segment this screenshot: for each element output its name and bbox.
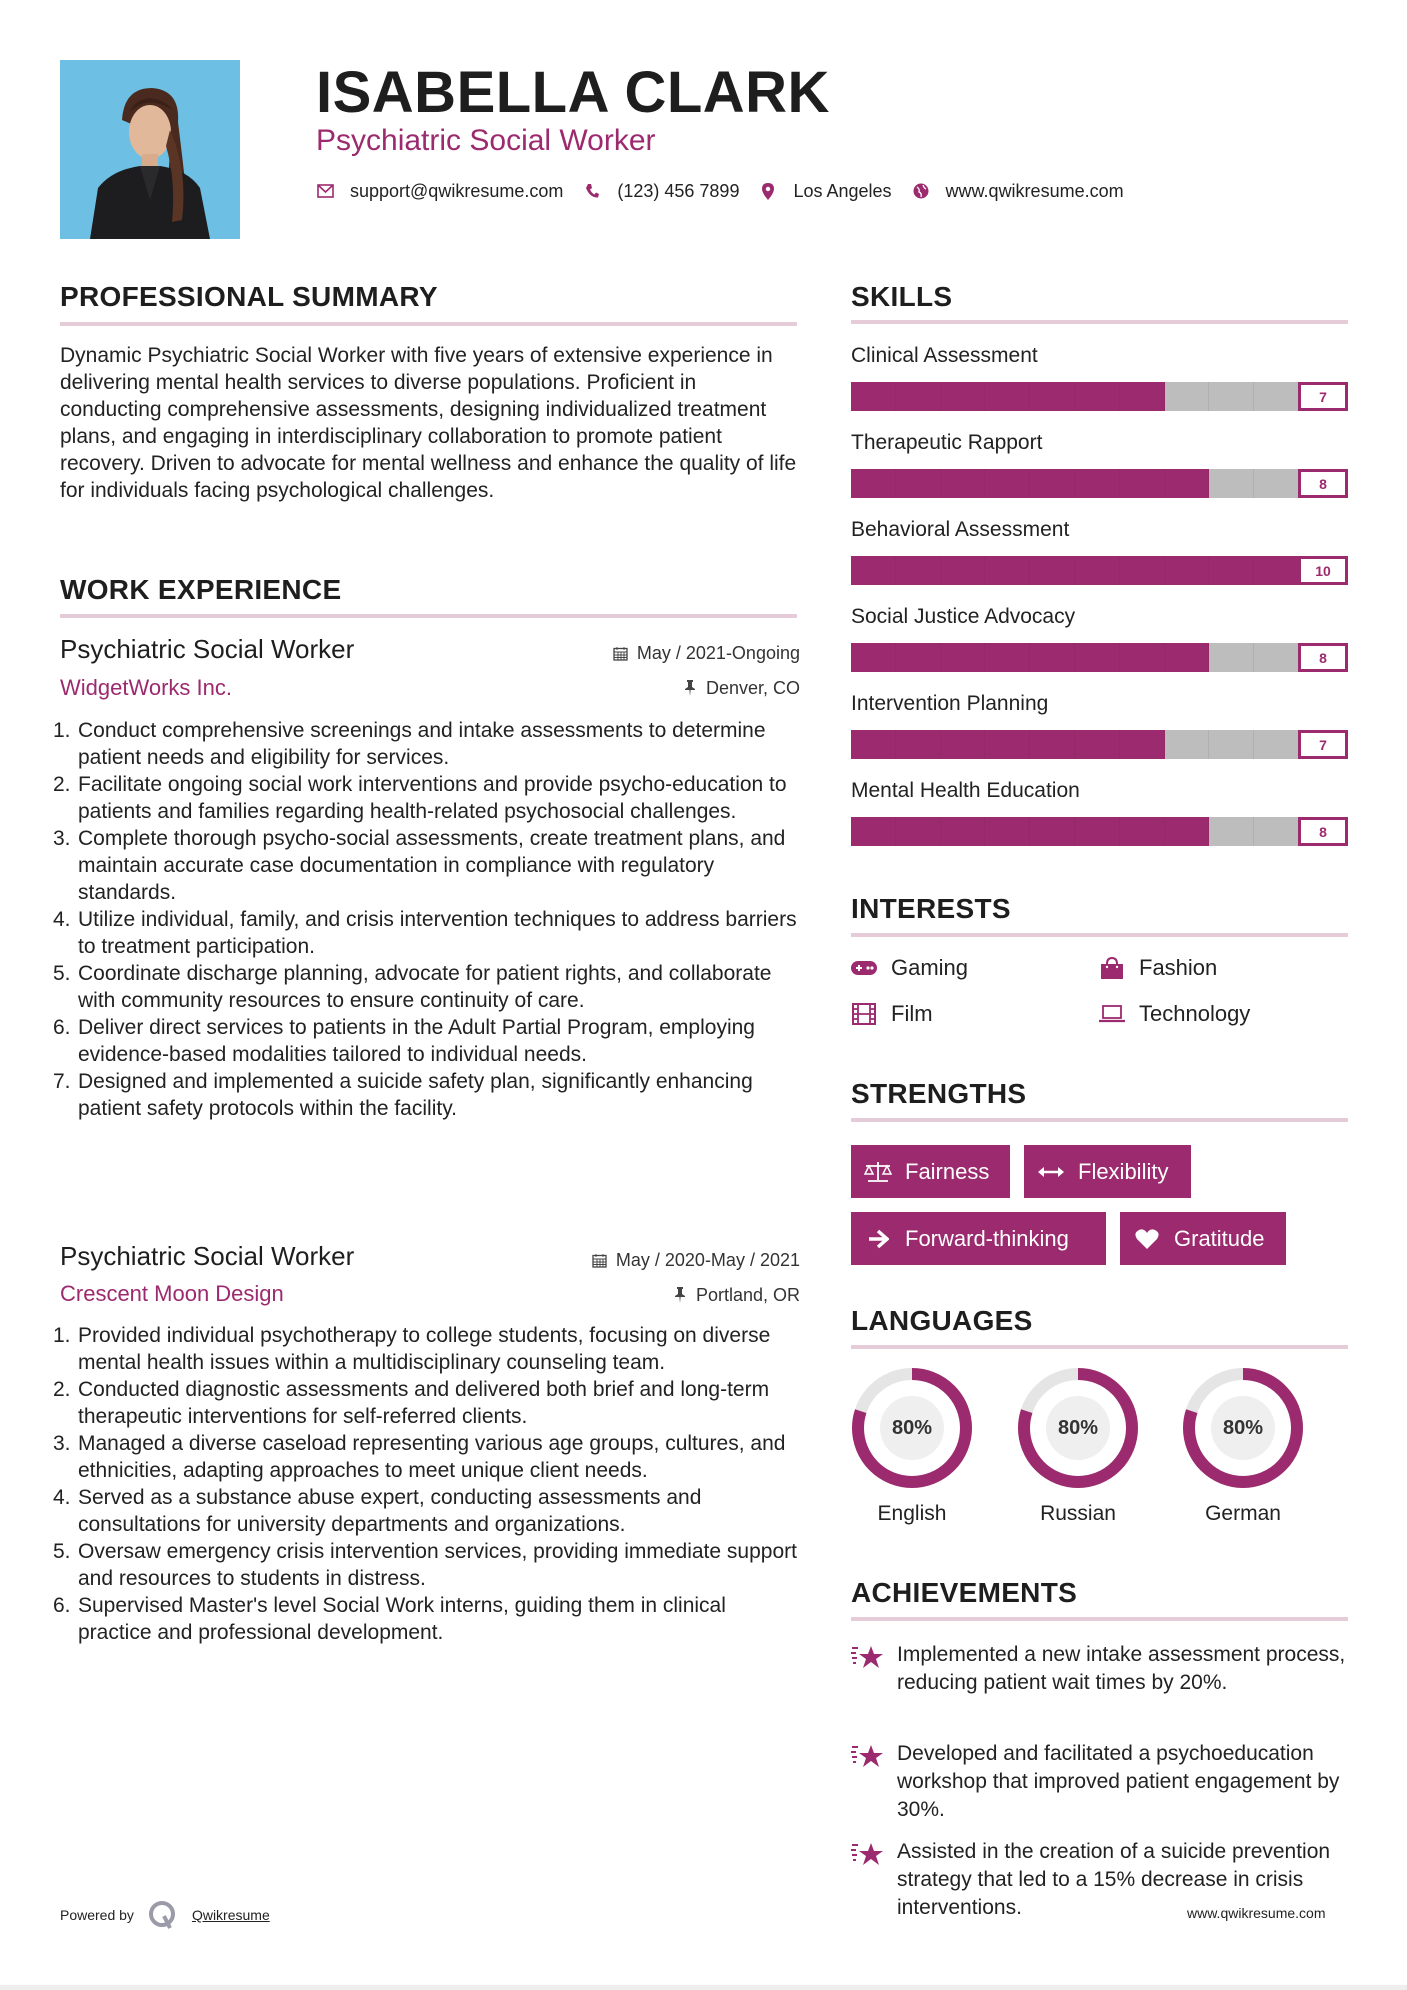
language-item bbox=[850, 1366, 974, 1525]
interests-divider bbox=[851, 933, 1348, 937]
skill-value: 10 bbox=[1298, 556, 1348, 585]
interest-item bbox=[1099, 955, 1217, 981]
pushpin-icon bbox=[682, 680, 698, 696]
language-percent: 80% bbox=[891, 1416, 933, 1439]
achievement-text: Developed and facilitated a psychoeducation workshop that improved patient engagement by 30%. bbox=[897, 1742, 1340, 1821]
list-item: 2. Conducted diagnostic assessments and delivered both brief and long-term therapeutic interventions for self-referred clients. bbox=[53, 1378, 770, 1428]
list-item: 2. Facilitate ongoing social work interventions and provide psycho-education to patients and families regarding health-related psychosocial challenges. bbox=[53, 773, 787, 823]
job-responsibilities bbox=[53, 1322, 800, 1646]
skill-label: Mental Health Education bbox=[851, 779, 1080, 802]
skill-bar bbox=[851, 556, 1298, 585]
summary-heading: PROFESSIONAL SUMMARY bbox=[60, 281, 438, 312]
strength-label: Gratitude bbox=[1174, 1225, 1265, 1251]
interest-label: Gaming bbox=[891, 955, 969, 980]
calendar-icon bbox=[613, 645, 629, 661]
job-location-text: Denver, CO bbox=[705, 678, 800, 698]
skill-label: Therapeutic Rapport bbox=[851, 431, 1043, 454]
job-responsibilities bbox=[53, 717, 800, 1122]
achievements-heading: ACHIEVEMENTS bbox=[851, 1577, 1078, 1608]
skill-value: 8 bbox=[1298, 817, 1348, 846]
strength-label: Forward-thinking bbox=[905, 1225, 1069, 1251]
strength-badge bbox=[1120, 1212, 1286, 1265]
skill-value: 7 bbox=[1298, 730, 1348, 759]
strength-badge bbox=[851, 1145, 1010, 1198]
list-item: 1. Provided individual psychotherapy to college students, focusing on diverse mental health issues within a multidisciplinary counseling team. bbox=[53, 1324, 771, 1374]
envelope-icon bbox=[316, 182, 334, 200]
languages-divider bbox=[851, 1345, 1348, 1349]
shooting-star-icon bbox=[851, 1840, 885, 1870]
map-marker-icon bbox=[759, 182, 777, 200]
job-location bbox=[672, 1283, 800, 1307]
skill-bar bbox=[851, 817, 1298, 846]
interest-item bbox=[851, 955, 968, 981]
languages-heading: LANGUAGES bbox=[851, 1305, 1033, 1336]
job-dates bbox=[592, 1248, 800, 1272]
skill-bar bbox=[851, 469, 1298, 498]
list-item: 3. Managed a diverse caseload representing various age groups, cultures, and ethnicities, adapting approaches to meet unique client needs. bbox=[53, 1432, 786, 1482]
powered-by-label: Powered by bbox=[60, 1907, 134, 1923]
skill-label: Social Justice Advocacy bbox=[851, 605, 1076, 628]
globe-icon bbox=[912, 182, 930, 200]
skills-divider bbox=[851, 320, 1348, 324]
job-dates-text: May / 2021-Ongoing bbox=[636, 643, 800, 663]
list-item: 6. Supervised Master's level Social Work interns, guiding them in clinical practice and professional development. bbox=[53, 1594, 726, 1644]
strength-label: Flexibility bbox=[1078, 1158, 1169, 1184]
profile-photo bbox=[60, 60, 240, 239]
language-name: Russian bbox=[1040, 1502, 1116, 1525]
achievements-divider bbox=[851, 1617, 1348, 1621]
pushpin-icon bbox=[672, 1287, 688, 1303]
language-item bbox=[1016, 1366, 1140, 1525]
calendar-icon bbox=[592, 1252, 608, 1268]
language-item bbox=[1181, 1366, 1305, 1525]
film-icon bbox=[851, 1003, 877, 1025]
summary-text: Dynamic Psychiatric Social Worker with five years of extensive experience in delivering mental health services to diverse populations. Proficient in conducting comprehensive assessments, designing individualized treatment plans, and engaging in interdisciplinary collaboration to promote patient recovery. Driven to advocate for mental wellness and enhance the quality of life for individuals facing psychological challenges. bbox=[60, 344, 797, 502]
arrow-right-icon bbox=[863, 1227, 893, 1251]
balance-scale-icon bbox=[863, 1160, 893, 1184]
achievement-text: Assisted in the creation of a suicide prevention strategy that led to a 15% decrease in crisis interventions. bbox=[897, 1840, 1331, 1919]
list-item: 3. Complete thorough psycho-social assessments, create treatment plans, and maintain accurate case documentation in compliance with regulatory standards. bbox=[53, 827, 786, 904]
strengths-divider bbox=[851, 1118, 1348, 1122]
candidate-name: ISABELLA CLARK bbox=[316, 60, 830, 125]
skill-value: 7 bbox=[1298, 382, 1348, 411]
contact-website[interactable]: www.qwikresume.com bbox=[945, 180, 1124, 201]
job-dates bbox=[613, 641, 800, 665]
interest-label: Technology bbox=[1139, 1001, 1251, 1026]
skill-bar bbox=[851, 730, 1298, 759]
interest-item bbox=[851, 1001, 933, 1027]
interest-label: Film bbox=[891, 1001, 933, 1026]
interest-item bbox=[1099, 1001, 1250, 1027]
skill-label: Behavioral Assessment bbox=[851, 518, 1070, 541]
strength-badge bbox=[1024, 1145, 1191, 1198]
language-percent: 80% bbox=[1222, 1416, 1264, 1439]
list-item: 4. Utilize individual, family, and crisis intervention techniques to address barriers to treatment participation. bbox=[53, 908, 797, 958]
job-company: Crescent Moon Design bbox=[60, 1281, 284, 1306]
skills-heading: SKILLS bbox=[851, 281, 953, 312]
shooting-star-icon bbox=[851, 1643, 885, 1673]
list-item: 6. Deliver direct services to patients in the Adult Partial Program, employing evidence-based modalities tailored to individual needs. bbox=[53, 1016, 755, 1066]
person-avatar-icon bbox=[60, 60, 240, 239]
arrows-horizontal-icon bbox=[1036, 1160, 1066, 1184]
gamepad-icon bbox=[851, 957, 877, 979]
skill-bar bbox=[851, 643, 1298, 672]
shooting-star-icon bbox=[851, 1742, 885, 1772]
experience-divider bbox=[60, 614, 797, 618]
phone-icon bbox=[583, 182, 601, 200]
contact-phone[interactable]: (123) 456 7899 bbox=[617, 180, 740, 201]
qwikresume-logo-icon bbox=[148, 1900, 178, 1930]
strengths-heading: STRENGTHS bbox=[851, 1078, 1027, 1109]
job-title: Psychiatric Social Worker bbox=[60, 1241, 355, 1271]
skill-label: Clinical Assessment bbox=[851, 344, 1038, 367]
achievement-text: Implemented a new intake assessment process, reducing patient wait times by 20%. bbox=[897, 1643, 1346, 1694]
summary-divider bbox=[60, 322, 797, 326]
page-bottom-edge bbox=[0, 1985, 1407, 1990]
strength-badge bbox=[851, 1212, 1106, 1265]
skill-value: 8 bbox=[1298, 643, 1348, 672]
achievement-item bbox=[851, 1740, 1351, 1824]
contact-email[interactable]: support@qwikresume.com bbox=[350, 180, 564, 201]
achievement-item bbox=[851, 1641, 1351, 1697]
job-company: WidgetWorks Inc. bbox=[60, 675, 232, 700]
job-title: Psychiatric Social Worker bbox=[60, 634, 355, 664]
skill-value: 8 bbox=[1298, 469, 1348, 498]
laptop-icon bbox=[1099, 1003, 1125, 1025]
language-percent: 80% bbox=[1057, 1416, 1099, 1439]
heart-icon bbox=[1132, 1227, 1162, 1251]
experience-heading: WORK EXPERIENCE bbox=[60, 574, 342, 605]
strength-label: Fairness bbox=[905, 1158, 990, 1184]
qwikresume-link[interactable]: Qwikresume bbox=[191, 1907, 270, 1923]
language-name: English bbox=[877, 1502, 947, 1525]
list-item: 5. Oversaw emergency crisis intervention services, providing immediate support and resources to students in distress. bbox=[53, 1540, 797, 1590]
shopping-bag-icon bbox=[1099, 957, 1125, 979]
job-location-text: Portland, OR bbox=[695, 1285, 800, 1305]
skill-bar bbox=[851, 382, 1298, 411]
list-item: 7. Designed and implemented a suicide safety plan, significantly enhancing patient safety protocols within the facility. bbox=[53, 1070, 753, 1120]
interests-heading: INTERESTS bbox=[851, 893, 1011, 924]
contact-bar bbox=[316, 178, 1144, 204]
watermark: www.qwikresume.com bbox=[1187, 1905, 1326, 1921]
list-item: 5. Coordinate discharge planning, advocate for patient rights, and collaborate with community resources to ensure continuity of care. bbox=[53, 962, 772, 1012]
footer bbox=[60, 1900, 270, 1930]
interest-label: Fashion bbox=[1139, 955, 1218, 980]
list-item: 4. Served as a substance abuse expert, conducting assessments and consultations for university departments and organizations. bbox=[53, 1486, 702, 1536]
skill-label: Intervention Planning bbox=[851, 692, 1049, 715]
list-item: 1. Conduct comprehensive screenings and intake assessments to determine patient needs and eligibility for services. bbox=[53, 719, 766, 769]
job-dates-text: May / 2020-May / 2021 bbox=[615, 1250, 800, 1270]
job-location bbox=[682, 676, 800, 700]
language-name: German bbox=[1205, 1502, 1281, 1525]
contact-location: Los Angeles bbox=[793, 180, 892, 201]
candidate-title: Psychiatric Social Worker bbox=[316, 124, 656, 157]
